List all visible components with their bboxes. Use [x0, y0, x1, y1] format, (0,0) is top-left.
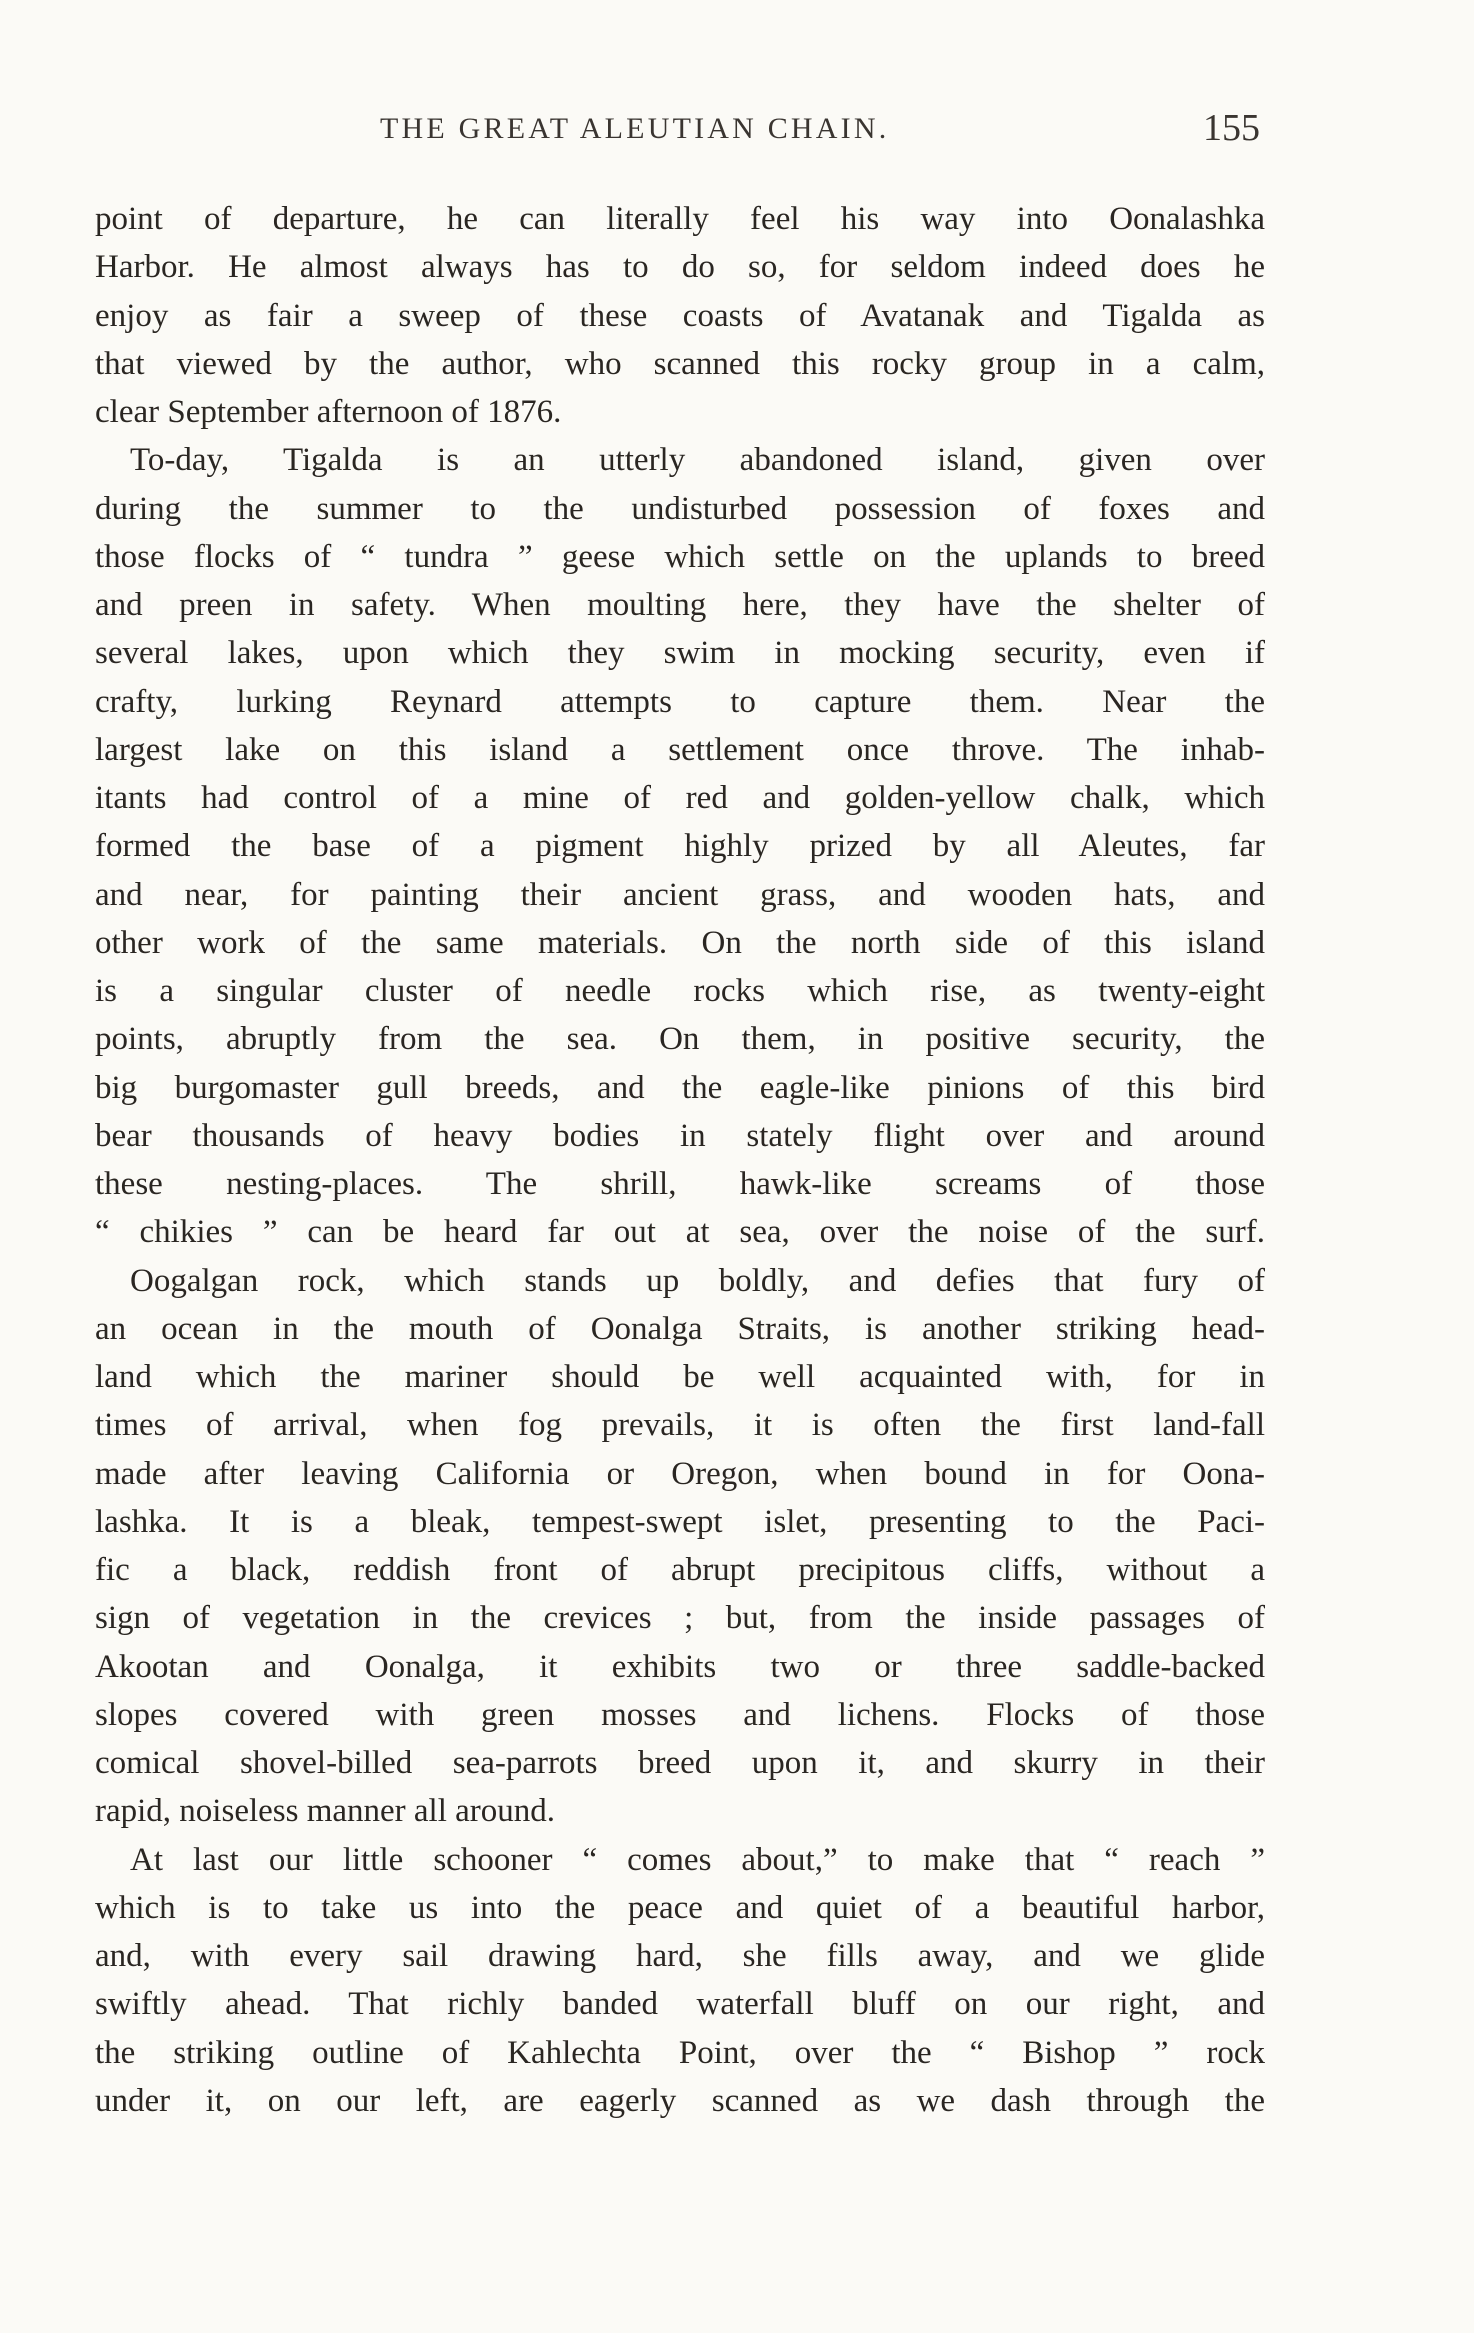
text-line: under it, on our left, are eagerly scanned as we dash through the — [95, 2082, 1265, 2119]
text-line: Oogalgan rock, which stands up boldly, and defies that fury of — [130, 1262, 1265, 1299]
text-line: itants had control of a mine of red and golden-yellow chalk, which — [95, 780, 1265, 816]
text-line: Akootan and Oonalga, it exhibits two or three saddle-backed — [95, 1648, 1265, 1685]
text-line: and near, for painting their ancient grass, and wooden hats, and — [95, 876, 1265, 913]
text-line: “ chikies ” can be heard far out at sea, over the noise of the surf. — [95, 1214, 1265, 1251]
text-line: To-day, Tigalda is an utterly abandoned island, given over — [130, 442, 1265, 479]
text-line: made after leaving California or Oregon, when bound in for Oona- — [95, 1455, 1265, 1492]
text-line: which is to take us into the peace and quiet of a beautiful harbor, — [95, 1889, 1265, 1926]
text-line: lashka. It is a bleak, tempest-swept islet, presenting to the Paci- — [95, 1503, 1265, 1540]
text-line: enjoy as fair a sweep of these coasts of Avatanak and Tigalda as — [95, 297, 1265, 334]
text-line: the striking outline of Kahlechta Point, over the “ Bishop ” rock — [95, 2034, 1265, 2071]
text-line: formed the base of a pigment highly prized by all Aleutes, far — [95, 828, 1265, 865]
text-line: and preen in safety. When moulting here, they have the shelter of — [95, 587, 1265, 623]
running-title: THE GREAT ALEUTIAN CHAIN. — [380, 112, 890, 145]
text-line: Harbor. He almost always has to do so, for seldom indeed does he — [95, 249, 1265, 286]
text-line: sign of vegetation in the crevices ; but, from the inside passages of — [95, 1600, 1265, 1637]
page-number: 155 — [1203, 107, 1260, 149]
text-line: those flocks of “ tundra ” geese which settle on the uplands to breed — [95, 538, 1265, 575]
text-line: other work of the same materials. On the north side of this island — [95, 924, 1265, 961]
text-line: land which the mariner should be well acquainted with, for in — [95, 1359, 1265, 1395]
text-line: points, abruptly from the sea. On them, in positive security, the — [95, 1021, 1265, 1058]
text-line: point of departure, he can literally feel his way into Oonalashka — [95, 201, 1265, 237]
text-line: swiftly ahead. That richly banded waterfall bluff on our right, and — [95, 1986, 1265, 2023]
text-line: is a singular cluster of needle rocks which rise, as twenty-eight — [95, 973, 1265, 1009]
text-line: these nesting-places. The shrill, hawk-like screams of those — [95, 1166, 1265, 1202]
text-line: that viewed by the author, who scanned this rocky group in a calm, — [95, 345, 1265, 382]
text-line: big burgomaster gull breeds, and the eagle-like pinions of this bird — [95, 1069, 1265, 1106]
text-line: comical shovel-billed sea-parrots breed upon it, and skurry in their — [95, 1745, 1265, 1781]
text-line: several lakes, upon which they swim in mocking security, even if — [95, 635, 1265, 672]
text-line: slopes covered with green mosses and lichens. Flocks of those — [95, 1696, 1265, 1733]
text-line: At last our little schooner “ comes about,” to make that “ reach ” — [130, 1841, 1265, 1878]
text-line: largest lake on this island a settlement once throve. The inhab- — [95, 731, 1265, 768]
text-line: rapid, noiseless manner all around. — [95, 1793, 556, 1830]
text-line: and, with every sail drawing hard, she fills away, and we glide — [95, 1938, 1265, 1974]
text-line: clear September afternoon of 1876. — [95, 394, 562, 430]
text-line: bear thousands of heavy bodies in stately flight over and around — [95, 1117, 1265, 1154]
text-line: times of arrival, when fog prevails, it is often the first land-fall — [95, 1407, 1265, 1444]
text-line: crafty, lurking Reynard attempts to capture them. Near the — [95, 683, 1265, 720]
text-line: during the summer to the undisturbed possession of foxes and — [95, 490, 1265, 527]
text-line: an ocean in the mouth of Oonalga Straits, is another striking head- — [95, 1310, 1265, 1347]
text-line: fic a black, reddish front of abrupt precipitous cliffs, without a — [95, 1552, 1265, 1588]
body-text — [95, 195, 1265, 2125]
running-head — [380, 107, 1260, 160]
